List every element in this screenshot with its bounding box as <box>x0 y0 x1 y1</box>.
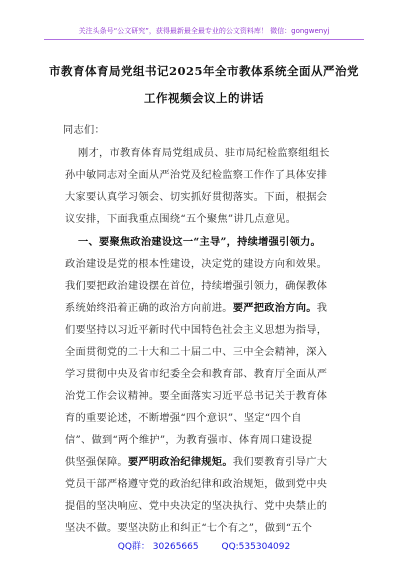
qq-group-text: QQ群： 30265665 <box>117 542 199 552</box>
body-line: 政治建设是党的根本性建设，决定党的建设方向和效果。 <box>65 259 328 270</box>
body-line: 们要坚持以习近平新时代中国特色社会主义思想为指导， <box>65 325 328 336</box>
section-heading: 一、要聚焦政治建设这一“主导”，持续增强引领力。 <box>78 236 322 248</box>
body-line: 我们要把政治建设摆在首位，持续增强引领力，确保教体 <box>65 281 328 292</box>
header-banner: 关注头条号“公文研究”，获得最新最全最专业的公文资料库！ 微信：gongwenyj <box>44 26 364 40</box>
body-text: 我们要教育引导广大 <box>232 457 328 468</box>
footer-contact <box>0 539 408 552</box>
salutation: 同志们： <box>63 125 105 136</box>
bold-subheading: 要严把政治方向。 <box>232 302 317 314</box>
body-text: 我 <box>316 303 328 314</box>
body-line: 大家要认真学习领会、切实抓好贯彻落实。下面，根据会 <box>65 192 328 203</box>
body-line: 信”、做到“两个维护”，为教育强市、体育周口建设提 <box>65 435 313 446</box>
body-text: 供坚强保障。 <box>65 457 128 468</box>
body-line: 刚才，市教育体育局党组成员、驻市局纪检监察组组长 <box>78 148 330 159</box>
body-text: 系统始终沿着正确的政治方向前进。 <box>65 303 233 314</box>
body-line: 坚决不做。要坚决防止和纠正“七个有之”，做到“五个 <box>65 523 313 534</box>
body-line: 提倡的坚决响应、党中央决定的坚决执行、党中央禁止的 <box>65 501 328 512</box>
body-line: 育的重要论述，不断增强“四个意识”、坚定“四个自 <box>65 413 302 424</box>
document-title-line-2: 工作视频会议上的讲话 <box>144 91 264 105</box>
body-line: 全面贯彻党的二十大和二十届二中、三中全会精神，深入 <box>65 347 328 358</box>
document-title-line-1: 市教育体育局党组书记2025年全市教体系统全面从严治党 <box>48 64 359 78</box>
body-line <box>65 299 355 314</box>
body-line: 孙中敏同志对全面从严治党及纪检监察工作作了具体安排 <box>65 170 328 181</box>
qq-number-text: QQ:535304092 <box>221 542 291 552</box>
bold-subheading: 要严明政治纪律规矩。 <box>127 456 233 468</box>
body-line: 治党工作会议精神。要全面落实习近平总书记关于教育体 <box>65 391 328 402</box>
body-line: 学习贯彻中央及省市纪委全会和教育部、教育厅全面从严 <box>65 369 328 380</box>
body-line: 议安排，下面我重点围绕“五个聚焦”讲几点意见。 <box>65 214 297 225</box>
body-line <box>65 453 355 468</box>
body-line: 党员干部严格遵守党的政治纪律和政治规矩，做到党中央 <box>65 479 328 490</box>
